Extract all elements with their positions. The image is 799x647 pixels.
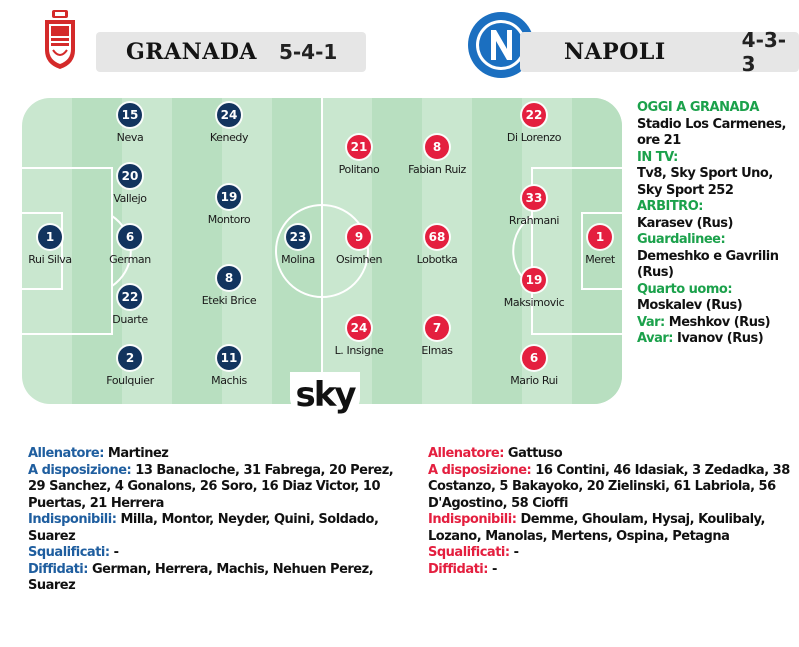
home-team-header: [96, 32, 366, 72]
notes-label: Diffidati:: [28, 561, 88, 577]
away-player: [494, 186, 574, 227]
player-number-badge: 19: [522, 268, 546, 292]
info-label: Quarto uomo:: [637, 281, 733, 297]
player-name: Foulquier: [106, 374, 154, 387]
player-name: Elmas: [421, 344, 453, 357]
match-info: [637, 100, 799, 348]
away-formation: 4-3-3: [741, 28, 787, 76]
player-name: Politano: [338, 163, 380, 176]
player-name: Mario Rui: [510, 374, 558, 387]
away-player: [494, 268, 574, 309]
notes-line: [428, 463, 799, 513]
player-number-badge: 33: [522, 186, 546, 210]
notes-line: [428, 562, 799, 579]
player-number-badge: 7: [425, 316, 449, 340]
player-number-badge: 22: [522, 103, 546, 127]
svg-text:sky: sky: [295, 375, 355, 415]
player-number-badge: 6: [118, 225, 142, 249]
home-player: [189, 185, 269, 226]
notes-value: Martinez: [107, 446, 169, 461]
player-number-badge: 24: [217, 103, 241, 127]
player-name: L. Insigne: [334, 344, 384, 357]
avar-line: [637, 331, 799, 348]
info-value: Tv8, Sky Sport Uno, Sky Sport 252: [637, 166, 773, 198]
notes-line: [428, 512, 799, 545]
player-number-badge: 15: [118, 103, 142, 127]
home-formation: 5-4-1: [278, 40, 338, 64]
granada-crest-icon: [42, 10, 78, 70]
notes-value: -: [513, 545, 519, 560]
info-value: Stadio Los Carmenes, ore 21: [637, 116, 786, 148]
player-name: Vallejo: [113, 192, 147, 205]
player-number-badge: 23: [286, 225, 310, 249]
away-player: [319, 316, 399, 357]
info-value: Demeshko e Gavrilin (Rus): [637, 248, 779, 280]
home-player: [90, 164, 170, 205]
player-number-badge: 8: [425, 135, 449, 159]
info-value: Karasev (Rus): [637, 215, 733, 231]
notes-line: [28, 512, 398, 545]
notes-line: [28, 562, 398, 595]
away-player: [560, 225, 622, 266]
player-name: German: [109, 253, 151, 266]
var-label: Var:: [637, 314, 665, 330]
home-player: [22, 225, 90, 266]
home-player: [189, 103, 269, 144]
player-name: Kenedy: [209, 131, 249, 144]
notes-value: Demme, Ghoulam, Hysaj, Koulibaly, Lozano, Manolas, Mertens, Ospina, Petagna: [428, 512, 765, 544]
player-name: Molina: [281, 253, 315, 266]
player-number-badge: 9: [347, 225, 371, 249]
home-team-notes: [28, 446, 398, 595]
notes-value: -: [492, 561, 497, 577]
away-player: [494, 346, 574, 387]
notes-value: 16 Contini, 46 Idasiak, 3 Zedadka, 38 Costanzo, 5 Bakayoko, 20 Zielinski, 61 Labriola, 56 D'Agostino, 58 Cioffi: [428, 462, 790, 511]
player-name: Maksimovic: [503, 296, 565, 309]
player-name: Rui Silva: [28, 253, 72, 266]
away-player: [319, 225, 399, 266]
info-value: Moskalev (Rus): [637, 298, 743, 313]
player-number-badge: 19: [217, 185, 241, 209]
player-number-badge: 8: [217, 266, 241, 290]
player-number-badge: 22: [118, 285, 142, 309]
info-label: OGGI A GRANADA: [637, 100, 759, 115]
notes-label: Indisponibili:: [28, 512, 117, 527]
pitch: [22, 98, 622, 404]
avar-value: Ivanov (Rus): [677, 331, 764, 346]
notes-label: Squalificati:: [428, 545, 510, 560]
away-player: [397, 225, 477, 266]
var-value: Meshkov (Rus): [668, 314, 771, 330]
info-label: IN TV:: [637, 149, 678, 165]
away-player: [494, 103, 574, 144]
notes-label: Allenatore:: [428, 446, 504, 461]
notes-label: A disposizione:: [428, 462, 532, 478]
player-number-badge: 20: [118, 164, 142, 188]
player-number-badge: 6: [522, 346, 546, 370]
away-player: [397, 135, 477, 176]
notes-line: [428, 446, 799, 463]
player-number-badge: 2: [118, 346, 142, 370]
player-number-badge: 24: [347, 316, 371, 340]
notes-value: 13 Banacloche, 31 Fabrega, 20 Perez, 29 Sanchez, 4 Gonalons, 26 Soro, 16 Diaz Victor, 10 Puertas, 21 Herrera: [28, 462, 394, 511]
player-name: Neva: [116, 131, 144, 144]
home-player: [189, 346, 269, 387]
away-team-header: [520, 28, 799, 76]
notes-line: [28, 446, 398, 463]
info-label: ARBITRO:: [637, 199, 703, 214]
avar-label: Avar:: [637, 331, 673, 346]
notes-label: A disposizione:: [28, 462, 132, 478]
notes-line: [428, 545, 799, 562]
away-player: [319, 135, 399, 176]
home-player: [189, 266, 269, 307]
notes-label: Allenatore:: [28, 446, 104, 461]
player-name: Rrahmani: [508, 214, 560, 227]
notes-label: Indisponibili:: [428, 512, 517, 527]
player-number-badge: 11: [217, 346, 241, 370]
home-player: [90, 103, 170, 144]
player-number-badge: 1: [588, 225, 612, 249]
notes-label: Diffidati:: [428, 561, 488, 577]
notes-value: German, Herrera, Machis, Nehuen Perez, Suarez: [28, 561, 374, 593]
player-number-badge: 1: [38, 225, 62, 249]
var-line: [637, 315, 799, 332]
home-player: [90, 225, 170, 266]
home-player: [90, 346, 170, 387]
notes-value: -: [113, 545, 119, 560]
player-number-badge: 68: [425, 225, 449, 249]
player-name: Di Lorenzo: [506, 131, 562, 144]
away-player: [397, 316, 477, 357]
notes-line: [28, 463, 398, 513]
player-name: Meret: [585, 253, 615, 266]
notes-label: Squalificati:: [28, 545, 110, 560]
home-player: [90, 285, 170, 326]
notes-value: Gattuso: [507, 446, 563, 461]
player-name: Osimhen: [335, 253, 383, 266]
home-team-name: GRANADA: [126, 39, 257, 65]
sky-logo-icon: [286, 370, 364, 418]
player-name: Machis: [211, 374, 247, 387]
player-number-badge: 21: [347, 135, 371, 159]
notes-line: [28, 545, 398, 562]
player-name: Duarte: [112, 313, 148, 326]
player-name: Lobotka: [416, 253, 458, 266]
away-team-notes: [428, 446, 799, 578]
player-name: Fabian Ruiz: [408, 163, 466, 176]
notes-value: Milla, Montor, Neyder, Quini, Soldado, Suarez: [28, 512, 379, 544]
player-name: Eteki Brice: [201, 294, 257, 307]
away-team-name: NAPOLI: [564, 39, 666, 65]
player-name: Montoro: [207, 213, 251, 226]
info-label: Guardalinee:: [637, 232, 726, 247]
